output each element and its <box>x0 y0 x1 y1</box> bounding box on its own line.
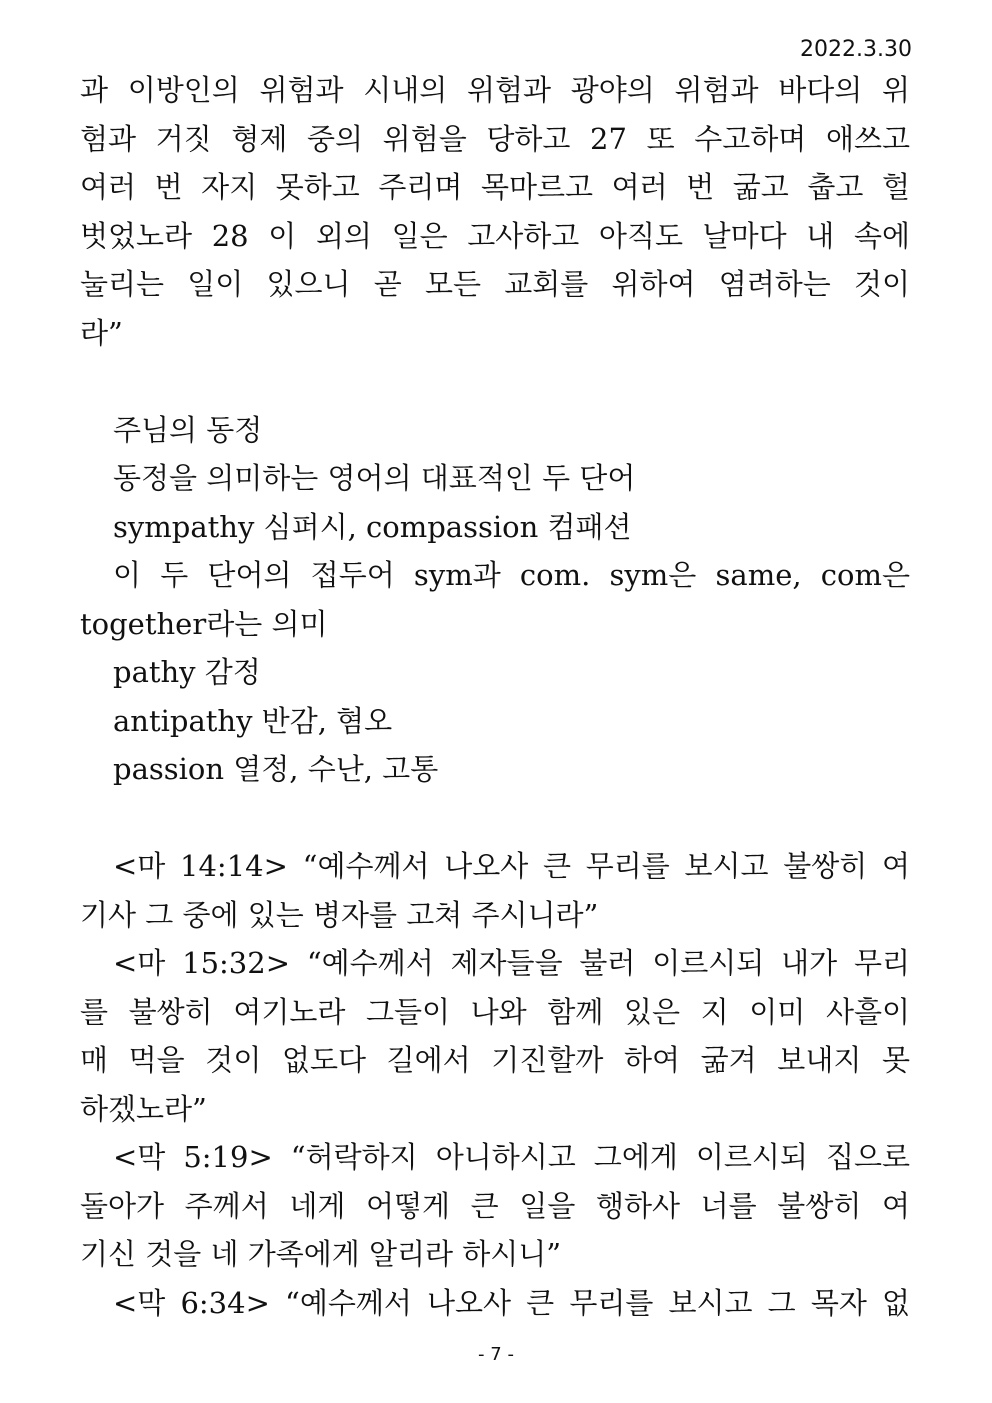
document-body <box>80 66 910 1327</box>
text-line: together라는 의미 <box>80 606 328 641</box>
blank-line <box>80 357 910 406</box>
verse-line: 매 먹을 것이 없도다 길에서 기진할까 하여 굶겨 보내지 못 <box>80 1043 910 1077</box>
page-date: 2022.3.30 <box>800 37 912 62</box>
verse-line: 를 불쌍히 여기노라 그들이 나와 함께 있은 지 이미 사흘이 <box>80 994 910 1029</box>
text-line: 라” <box>80 315 123 350</box>
text-line: 벗었노라 28 이 외의 일은 고사하고 아직도 날마다 내 속에 <box>80 218 910 253</box>
verse-line: <마 14:14> “예수께서 나오사 큰 무리를 보시고 불쌍히 여 <box>113 849 910 883</box>
text-line: pathy 감정 <box>113 655 261 689</box>
text-line: 험과 거짓 형제 중의 위험을 당하고 27 또 수고하며 애쓰고 <box>80 121 910 156</box>
text-line: 과 이방인의 위험과 시내의 위험과 광야의 위험과 바다의 위 <box>80 73 910 107</box>
text-line: 눌리는 일이 있으니 곧 모든 교회를 위하여 염려하는 것이 <box>80 267 910 301</box>
section-heading: 주님의 동정 <box>113 412 263 447</box>
page-number: - 7 - <box>478 1344 514 1365</box>
text-line: 이 두 단어의 접두어 sym과 com. sym은 same, com은 <box>113 558 910 592</box>
text-line: passion 열정, 수난, 고통 <box>113 752 439 786</box>
verse-line: <막 5:19> “허락하지 아니하시고 그에게 이르시되 집으로 <box>113 1140 910 1174</box>
verse-line: 돌아가 주께서 네게 어떻게 큰 일을 행하사 너를 불쌍히 여 <box>80 1188 910 1223</box>
text-line: sympathy 심퍼시, compassion 컴패션 <box>113 509 632 544</box>
text-line: 동정을 의미하는 영어의 대표적인 두 단어 <box>113 461 636 495</box>
verse-line: 기신 것을 네 가족에게 알리라 하시니” <box>80 1237 562 1271</box>
verse-line: 하겠노라” <box>80 1091 207 1126</box>
verse-line: <막 6:34> “예수께서 나오사 큰 무리를 보시고 그 목자 없 <box>113 1285 910 1320</box>
text-line: antipathy 반감, 혐오 <box>113 703 393 738</box>
verse-line: <마 15:32> “예수께서 제자들을 불러 이르시되 내가 무리 <box>113 946 910 980</box>
text-line: 여러 번 자지 못하고 주리며 목마르고 여러 번 굶고 춥고 헐 <box>80 170 910 204</box>
verse-line: 기사 그 중에 있는 병자를 고쳐 주시니라” <box>80 897 599 932</box>
blank-line <box>80 794 910 843</box>
